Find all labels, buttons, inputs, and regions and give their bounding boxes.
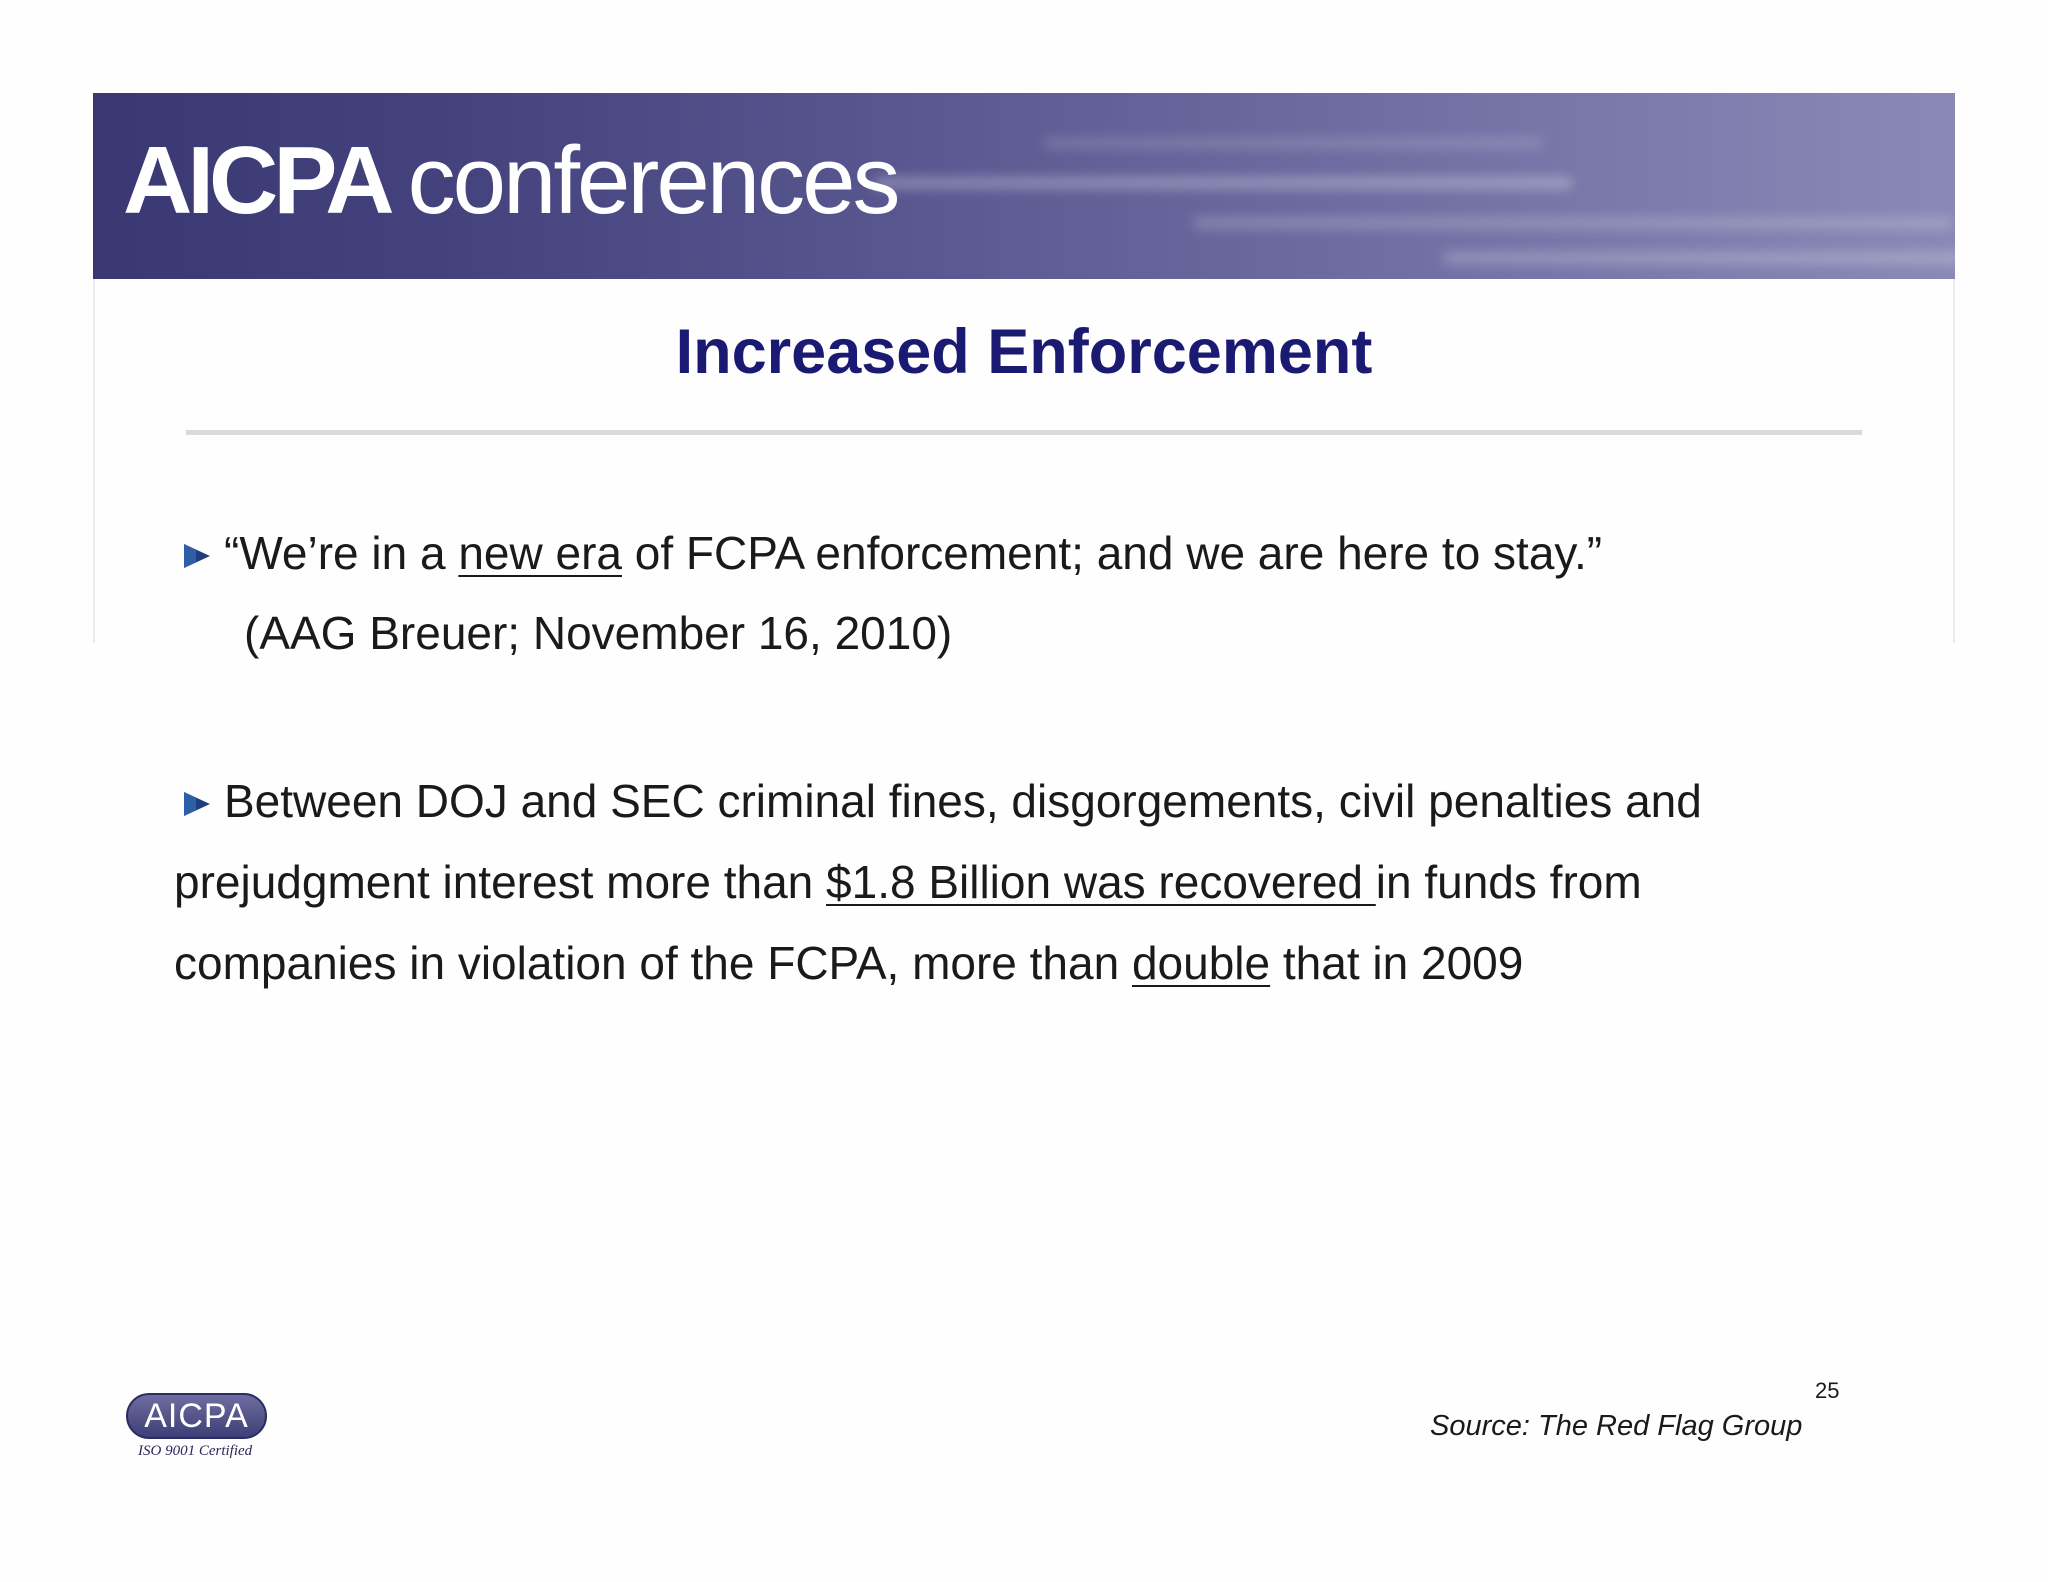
bullet-arrow-icon: [184, 792, 210, 816]
title-divider: [186, 430, 1862, 435]
emphasis-new-era: new era: [458, 527, 622, 579]
header-banner: [93, 93, 1955, 279]
source-citation: Source: The Red Flag Group: [1430, 1410, 1803, 1442]
bullet-2-line-1: Between DOJ and SEC criminal fines, disgorgements, civil penalties and: [224, 775, 1702, 827]
bullet-arrow-icon: [184, 544, 210, 568]
emphasis-amount-recovered: $1.8 Billion was recovered: [826, 856, 1376, 908]
bullet-1-line-1: “We’re in a new era of FCPA enforcement; and we are here to stay.”: [224, 527, 1603, 579]
aicpa-logo-badge: AICPA: [126, 1393, 267, 1439]
slide-title: Increased Enforcement: [675, 317, 1373, 387]
conference-brand: [123, 127, 898, 234]
aicpa-logo: [126, 1393, 271, 1471]
bullet-2-line-2: prejudgment interest more than $1.8 Billion was recovered in funds from: [174, 856, 1642, 908]
emphasis-double: double: [1131, 937, 1271, 989]
bullet-1-attribution: (AAG Breuer; November 16, 2010): [244, 607, 953, 659]
iso-certified-caption: ISO 9001 Certified: [138, 1443, 253, 1459]
brand-aicpa: AICPA: [123, 127, 390, 234]
page-number: 25: [1815, 1378, 1840, 1403]
bullet-2-line-3: companies in violation of the FCPA, more than double that in 2009: [174, 937, 1524, 989]
brand-conferences: conferences: [407, 127, 898, 234]
